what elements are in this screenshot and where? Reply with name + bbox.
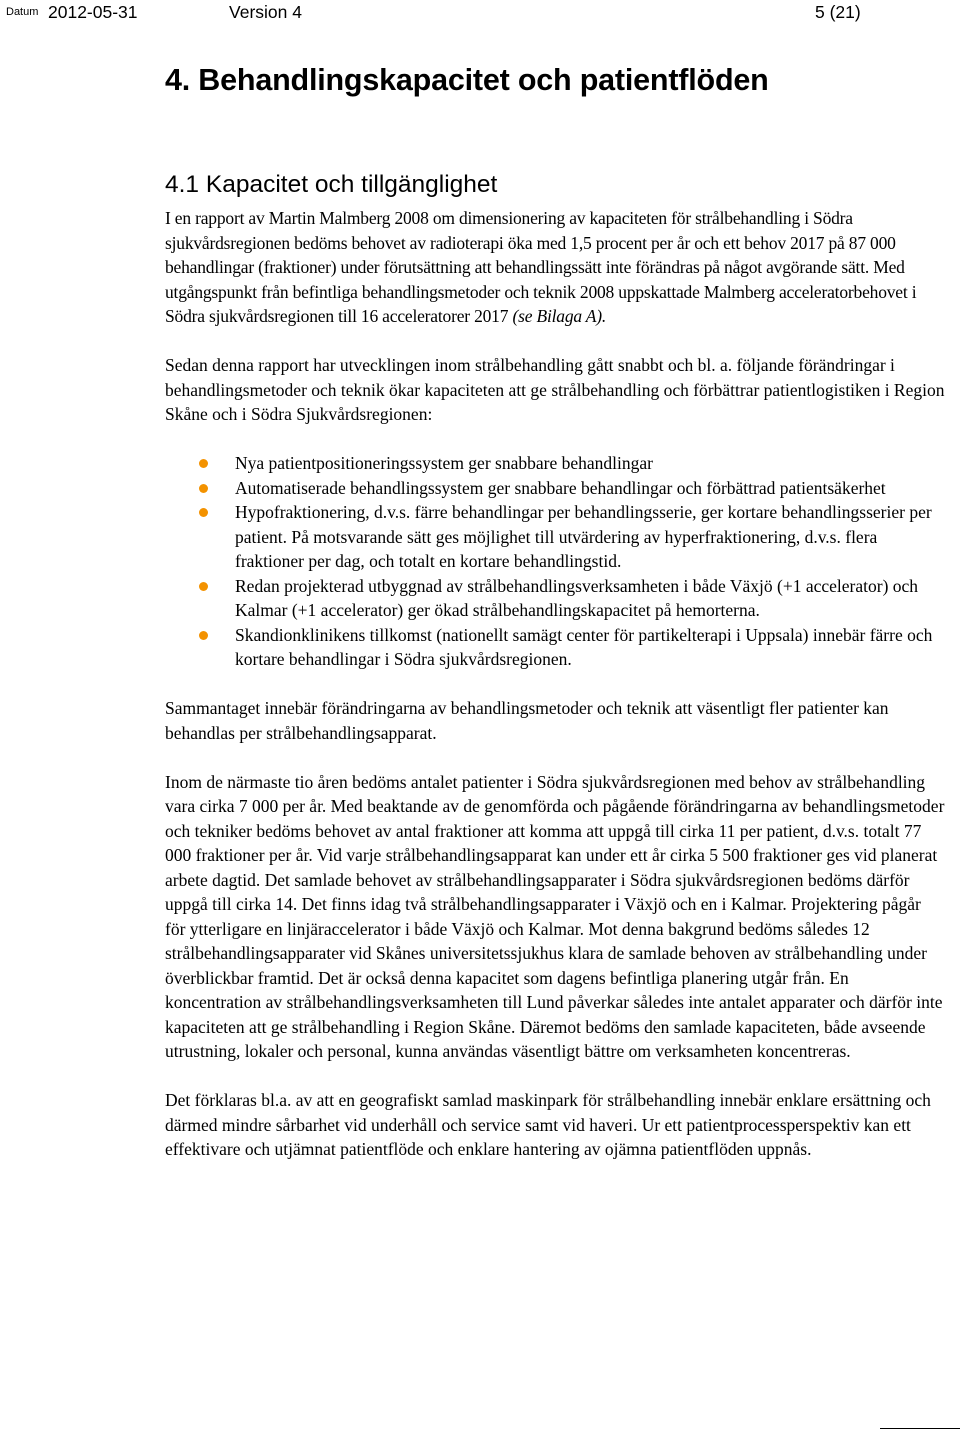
page-header xyxy=(0,0,960,22)
list-item xyxy=(165,451,945,476)
bullet-dot-icon xyxy=(199,508,208,517)
paragraph-5: Det förklaras bl.a. av att en geografiskt samlad maskinpark för strålbehandling innebär enklare ersättning och därmed mindre sårbarhet vid underhåll och service samt vid haveri. Ur ett patientprocessperspektiv kan ett effektivare och utjämnat patientflöde och enklare hantering av ojämna patientflöden uppnås. xyxy=(165,1090,931,1159)
section-body xyxy=(165,206,945,1162)
bullet-dot-icon xyxy=(199,459,208,468)
paragraph-1-text: I en rapport av Martin Malmberg 2008 om dimensionering av kapaciteten för strålbehandling i Södra sjukvårdsregionen bedöms behovet av radioterapi öka med 1,5 procent per år och ett behov 2017 på 87 000 behandlingar (fraktioner) under förutsättning att behandlingssätt inte förändras på något avgörande sätt. Med utgångspunkt från befintliga behandlingsmetoder och teknik 2008 uppskattade Malmberg acceleratorbehovet i Södra sjukvårdsregionen till 16 acceleratorer 2017 xyxy=(165,208,917,326)
paragraph-4: Inom de närmaste tio åren bedöms antalet patienter i Södra sjukvårdsregionen med behov av strålbehandling vara cirka 7 000 per år. Med beaktande av de genomförda och pågående förändringarna av behandlingsmetoder och tekniker bedöms behovet av antal fraktioner att komma att uppgå till cirka 11 per patient, d.v.s. totalt 77 000 fraktioner per år. Vid varje strålbehandlingsapparat kan under ett år cirka 5 500 fraktioner ges vid planerat arbete dagtid. Det samlade behovet av strålbehandlingsapparater i Södra sjukvårdsregionen bedöms därför uppgå till cirka 14. Det finns idag två strålbehandlingsapparater i Växjö och en i Kalmar. Projektering pågår för ytterligare en linjäraccelerator i både Växjö och Kalmar. Mot denna bakgrund bedöms således 12 strålbehandlingsapparater vid Skånes universitetssjukhus klara de samlade behoven av strålbehandling under överblickbar framtid. Det är också denna kapacitet som dagens befintliga planering utgår från. En koncentration av strålbehandlingsverksamheten till Lund påverkar således inte antalet apparater och därför inte kapaciteten att ge strålbehandling i Region Skåne. Däremot bedöms den samlade kapaciteten, både avseende utrustning, lokaler och personal, kunna användas väsentligt bättre om verksamheten koncentreras. xyxy=(165,771,945,1061)
list-item xyxy=(165,574,945,623)
list-item-text: Redan projekterad utbyggnad av strålbehandlingsverksamheten i både Växjö (+1 accelerator) och Kalmar (+1 accelerator) ger ökad strålbehandlingskapacitet på hemorterna. xyxy=(235,575,919,620)
paragraph-3: Sammantaget innebär förändringarna av behandlingsmetoder och teknik att väsentligt fler patienter kan behandlas per strålbehandlingsapparat. xyxy=(165,698,889,743)
list-item-text: Nya patientpositioneringssystem ger snabbare behandlingar xyxy=(235,453,653,473)
list-item xyxy=(165,476,945,501)
page-title: 4. Behandlingskapacitet och patientflöden xyxy=(165,63,769,97)
footer-divider xyxy=(880,1428,960,1429)
list-item-text: Skandionklinikens tillkomst (nationellt samägt center för partikelterapi i Uppsala) innebär färre och kortare behandlingar i Södra sjukvårdsregionen. xyxy=(235,624,933,669)
document-date: 2012-05-31 xyxy=(48,2,138,22)
section-title: 4.1 Kapacitet och tillgänglighet xyxy=(165,171,498,198)
page-number: 5 (21) xyxy=(815,2,861,22)
date-label: Datum xyxy=(6,6,39,18)
bullet-dot-icon xyxy=(199,484,208,493)
list-item-text: Automatiserade behandlingssystem ger snabbare behandlingar och förbättrad patientsäkerhet xyxy=(235,477,886,498)
paragraph-2: Sedan denna rapport har utvecklingen inom strålbehandling gått snabbt och bl. a. följande förändringar i behandlingsmetoder och teknik ökar kapaciteten att ge strålbehandling och förbättrar patientlogistiken i Region Skåne och i Södra Sjukvårdsregionen: xyxy=(165,355,945,424)
paragraph-1 xyxy=(165,206,945,329)
list-item xyxy=(165,500,945,574)
document-version: Version 4 xyxy=(229,2,302,22)
list-item-text: Hypofraktionering, d.v.s. färre behandlingar per behandlingsserie, ger kortare behandlingsserier per patient. På motsvarande sätt ges möjlighet till utvärdering av hyperfraktionering, d.v.s. flera fraktioner per dag, och totalt en kortare behandlingstid. xyxy=(235,502,932,571)
bullet-dot-icon xyxy=(199,631,208,640)
bullet-dot-icon xyxy=(199,582,208,591)
bilaga-reference: (se Bilaga A). xyxy=(512,306,607,326)
list-item xyxy=(165,623,945,672)
change-list xyxy=(165,451,945,672)
